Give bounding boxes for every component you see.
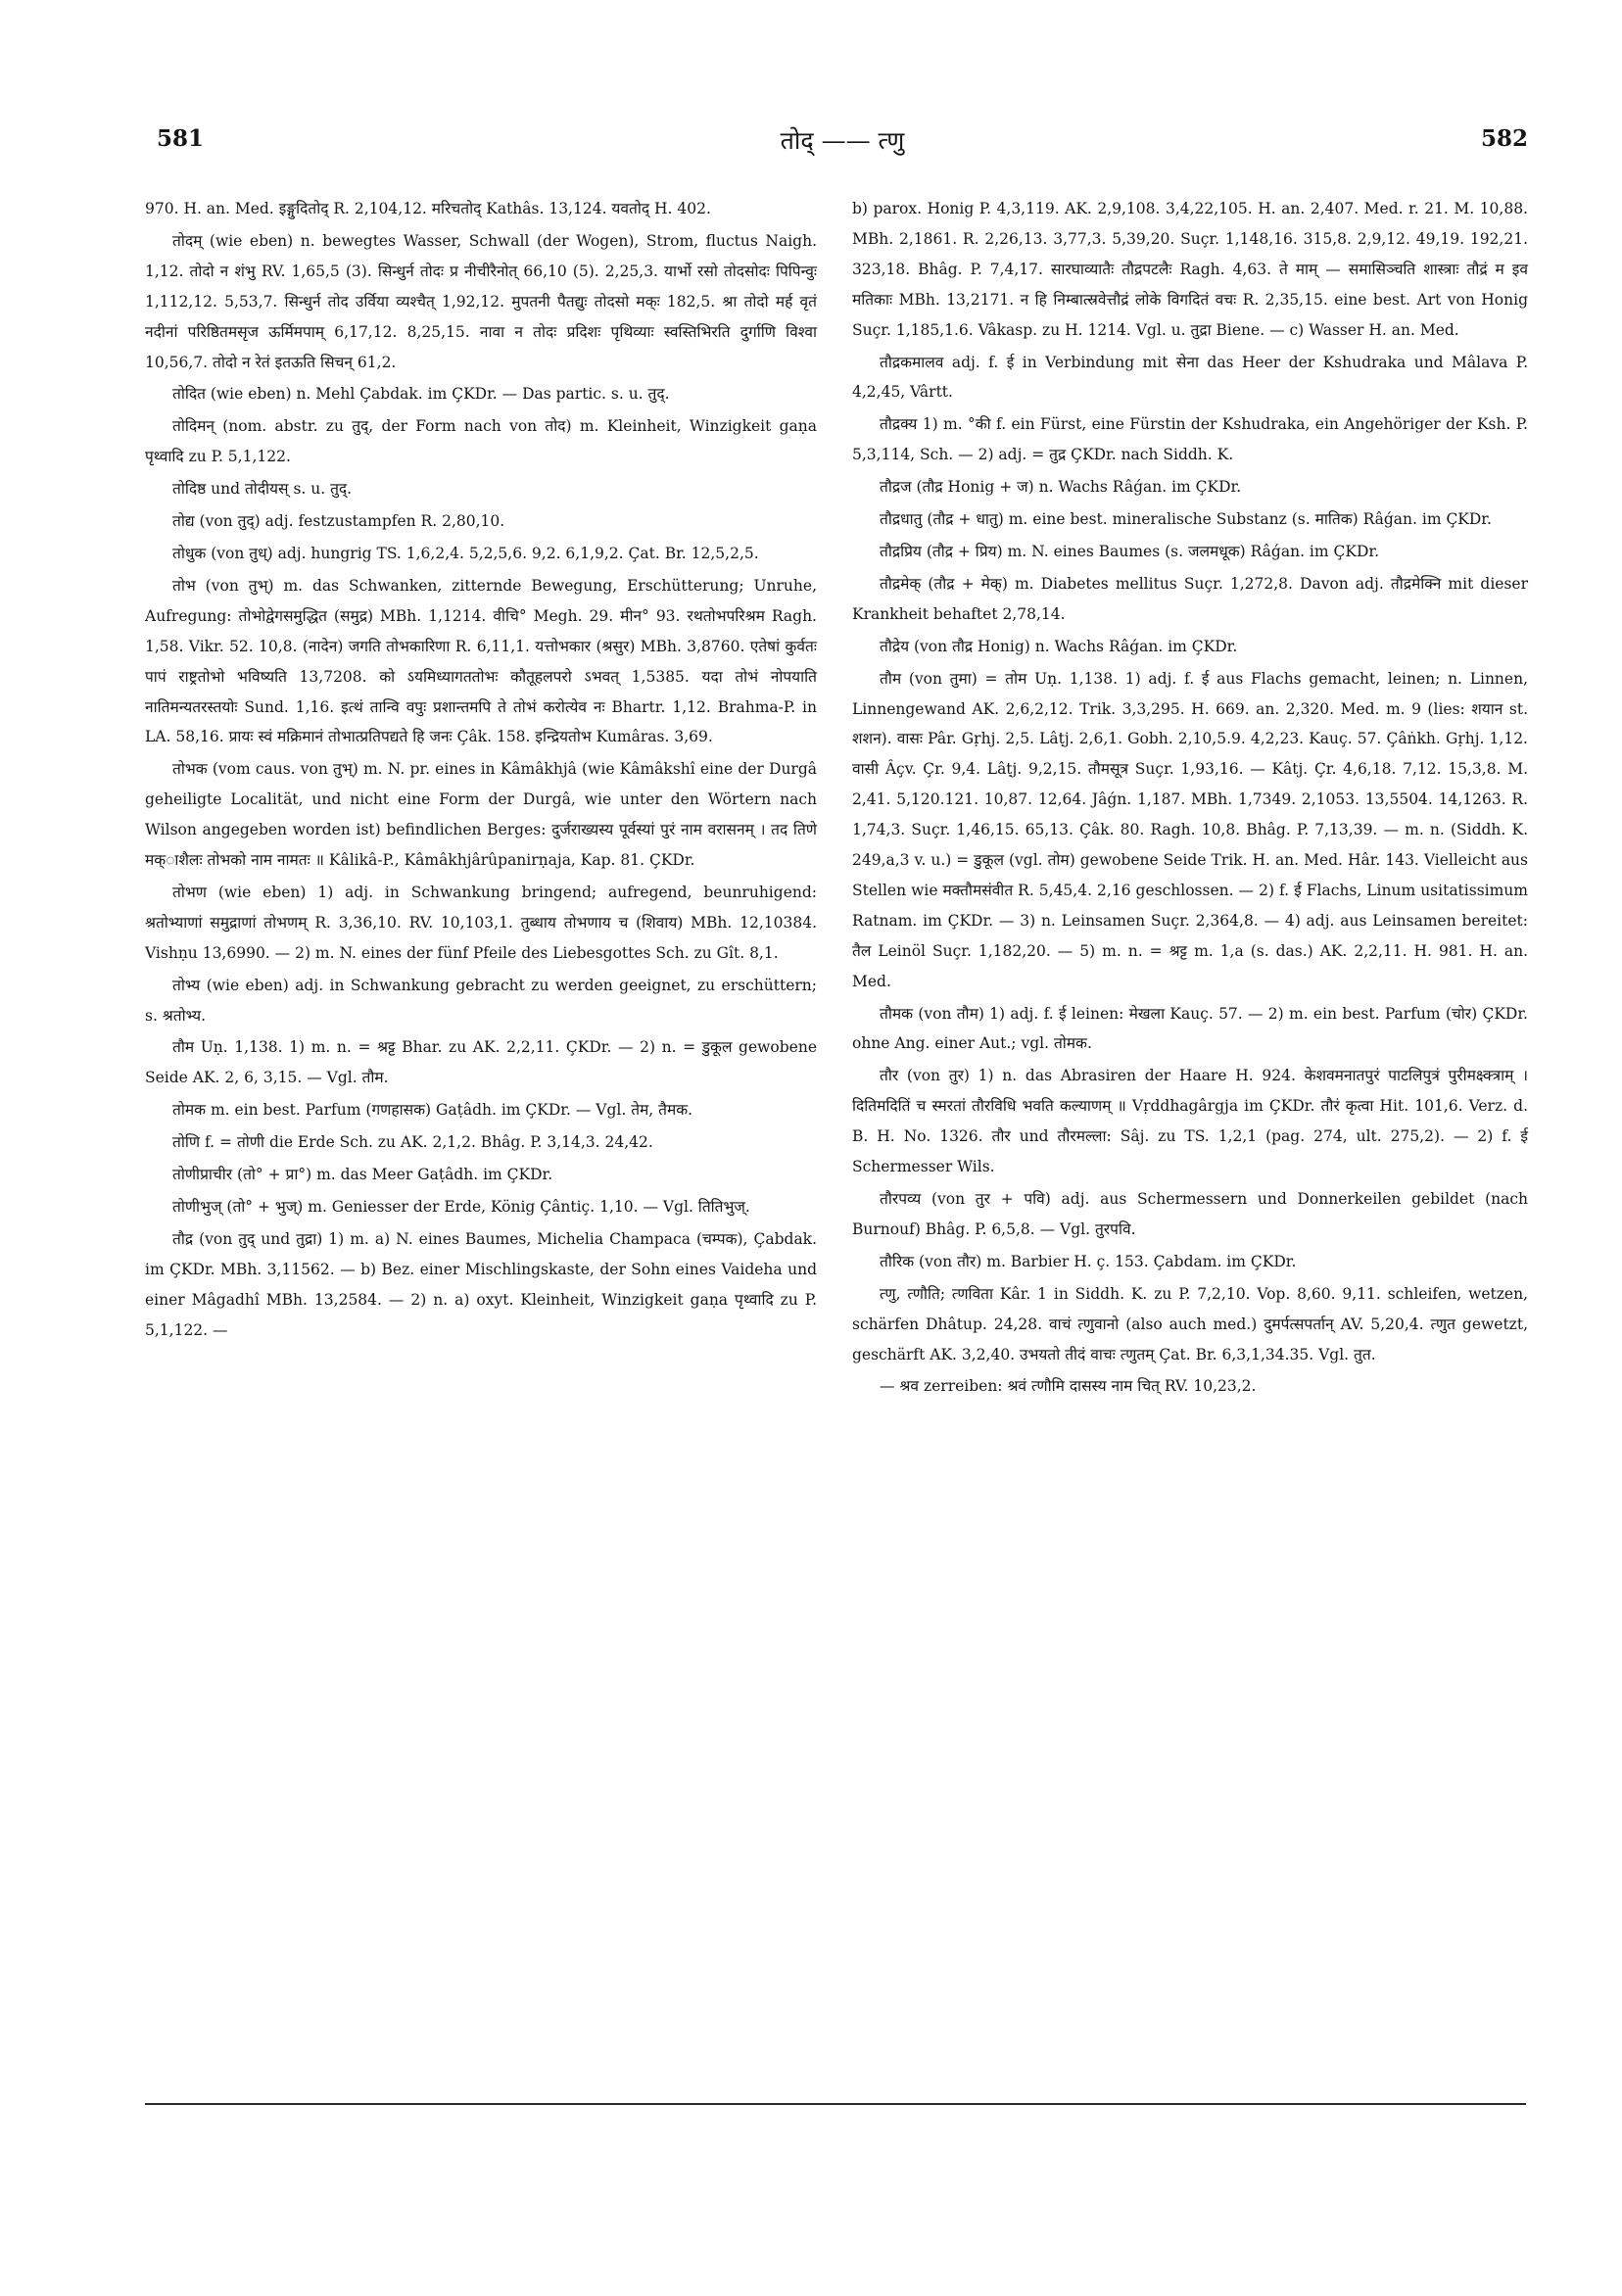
dictionary-entry: तौद्रेय (von तौद्र Honig) n. Wachs Râǵan. im ÇKDr. bbox=[880, 637, 1238, 655]
dictionary-entry: तौद्र (von तुद् und तुद्रा) 1) m. a) N. eines Baumes, Michelia Champaca (चम्पक), Çabdak. im ÇKDr. MBh. 3,11562. — b) Bez. einer Mischlingskaste, der Sohn eines Vaideha und einer Mâgadhî MBh. 13,2584. — 2) n. a) oxyt. Kleinheit, Winzigkeit gaṇa पृथ्वादि zu P. 5,1,122. — bbox=[145, 1229, 817, 1339]
dictionary-entry: तोदिष्ठ und तोदीयस् s. u. तुद्. bbox=[172, 480, 353, 499]
left-column bbox=[145, 194, 817, 1348]
dictionary-entry: तौद्रज (तौद्र Honig + ज) n. Wachs Râǵan. im ÇKDr. bbox=[880, 478, 1242, 497]
dictionary-entry: तौद्रकमालव adj. f. ई in Verbindung mit सेना das Heer der Kshudraka und Mâlava P. 4,2,45, Vârtt. bbox=[852, 353, 1528, 402]
dictionary-entry: तौमक (von तौम) 1) adj. f. ई leinen: मेखला Kauç. 57. — 2) m. ein best. Parfum (चोर) ÇKDr. ohne Ang. einer Aut.; vgl. तोमक. bbox=[852, 1004, 1528, 1053]
dictionary-entry: 970. H. an. Med. इङ्गुदितोद् R. 2,104,12. मरिचतोद् Kathâs. 13,124. यवतोद् H. 402. bbox=[145, 200, 711, 217]
dictionary-entry: तोणीप्राचीर (तो° + प्रा°) m. das Meer Gaṭâdh. im ÇKDr. bbox=[172, 1166, 553, 1184]
right-column bbox=[852, 194, 1528, 1404]
dictionary-entry: तौम Uṇ. 1,138. 1) m. n. = श्रट्ट Bhar. zu AK. 2,2,11. ÇKDr. — 2) n. = डुकूल gewobene Seide AK. 2, 6, 3,15. — Vgl. तौम. bbox=[145, 1038, 817, 1087]
dictionary-entry: तोभक (vom caus. von तुभ्) m. N. pr. eines in Kâmâkhjâ (wie Kâmâkshî eine der Durgâ geheiligte Localität, und nicht eine Form der Durgâ, wie unter den Wörtern nach Wilson angegeben worden ist) befindlichen Berges: दुर्जराख्यस्य पूर्वस्यां पुरं नाम वरासनम् । तद तिणे मक्ाशैलः तोभको नाम नामतः ॥ Kâlikâ-P., Kâmâkhjârûpanirṇaja, Kap. 81. ÇKDr. bbox=[145, 760, 817, 870]
dictionary-entry: — श्रव zerreiben: श्रवं त्णौमि दासस्य नाम चित् RV. 10,23,2. bbox=[880, 1377, 1257, 1396]
footer-rule bbox=[145, 2103, 1526, 2105]
dictionary-entry: तौद्रमेक् (तौद्र + मेक्) m. Diabetes mellitus Suçr. 1,272,8. Davon adj. तौद्रमेक्नि mit dieser Krankheit behaftet 2,78,14. bbox=[852, 574, 1528, 623]
dictionary-entry: तोद्य (von तुद्) adj. festzustampfen R. 2,80,10. bbox=[172, 512, 505, 531]
dictionary-entry: तोभण (wie eben) 1) adj. in Schwankung bringend; aufregend, beunruhigend: श्रतोभ्याणां समुद्राणां तोभणम् R. 3,36,10. RV. 10,103,1. तुब्धाय तोभणाय च (शिवाय) MBh. 12,10384. Vishṇu 13,6990. — 2) m. N. eines der fünf Pfeile des Liebesgottes Sch. zu Gît. 8,1. bbox=[145, 883, 817, 962]
dictionary-entry: तोधुक (von तुध्) adj. hungrig TS. 1,6,2,4. 5,2,5,6. 9,2. 6,1,9,2. Çat. Br. 12,5,2,5. bbox=[172, 544, 759, 562]
dictionary-entry: तौद्रधातु (तौद्र + धातु) m. eine best. mineralische Substanz (s. मातिक) Râǵan. im ÇKDr. bbox=[880, 510, 1492, 529]
dictionary-entry: तोदित (wie eben) n. Mehl Çabdak. im ÇKDr. — Das partic. s. u. तुद्. bbox=[172, 385, 670, 404]
dictionary-entry: तोदम् (wie eben) n. bewegtes Wasser, Schwall (der Wogen), Strom, fluctus Naigh. 1,12. तोदो न शंभु RV. 1,65,5 (3). सिन्धुर्न तोदः प्र नीचीरैनोत् 66,10 (5). 2,25,3. यार्भो रसो तोदसोदः पिपिन्वुः 1,112,12. 5,53,7. सिन्धुर्न तोद उर्विया व्यश्चैत् 1,92,12. मुपतनी पैतद्युः तोदसो मक्ः 182,5. श्रा तोदो मर्ह वृतं नदीनां परिष्ठितमसृज ऊर्मिमपाम् 6,17,12. 8,25,15. नावा न तोदः प्रदिशः पृथिव्याः स्वस्तिभिरति दुर्गाणि विश्वा 10,56,7. तोदो न रेतं इतऊति सिचन् 61,2. bbox=[145, 231, 817, 371]
dictionary-entry: त्णु, त्णौति; त्णविता Kâr. 1 in Siddh. K. zu P. 7,2,10. Vop. 8,60. 9,11. schleifen, wetzen, schärfen Dhâtup. 24,28. वाचं त्णुवानो (also auch med.) दुमर्पत्सपर्तान् AV. 5,20,4. त्णुत gewetzt, geschärft AK. 3,2,40. उभयतो तीदं वाचः त्णुतम् Çat. Br. 6,3,1,34.35. Vgl. तुत. bbox=[852, 1284, 1528, 1363]
dictionary-entry: तौरपव्य (von तुर + पवि) adj. aus Schermessern und Donnerkeilen gebildet (nach Burnouf) Bhâg. P. 6,5,8. — Vgl. तुरपवि. bbox=[852, 1190, 1528, 1238]
dictionary-entry: तौद्रप्रिय (तौद्र + प्रिय) m. N. eines Baumes (s. जलमधूक) Râǵan. im ÇKDr. bbox=[880, 542, 1380, 560]
running-headword: तोद् —— त्णु bbox=[780, 126, 905, 155]
dictionary-entry: तोमक m. ein best. Parfum (गणहासक) Gaṭâdh. im ÇKDr. — Vgl. तेम, तैमक. bbox=[172, 1101, 693, 1120]
dictionary-entry: b) parox. Honig P. 4,3,119. AK. 2,9,108. 3,4,22,105. H. an. 2,407. Med. r. 21. M. 10,88. MBh. 2,1861. R. 2,26,13. 3,77,3. 5,39,20. Suçr. 1,148,16. 315,8. 2,9,12. 49,19. 192,21. 323,18. Bhâg. P. 7,4,17. सारघाव्यातैः तौद्रपटलैः Ragh. 4,63. ते माम् — समासिञ्चति शास्त्राः तौद्रं म इव मतिकाः MBh. 13,2171. न हि निम्बात्स्रवेत्तौद्रं लोके विगदितं वचः R. 2,35,15. eine best. Art von Honig Suçr. 1,185,1.6. Vâkasp. zu H. 1214. Vgl. u. तुद्रा Biene. — c) Wasser H. an. Med. bbox=[852, 200, 1528, 339]
dictionary-entry: तोभ्य (wie eben) adj. in Schwankung gebracht zu werden geeignet, zu erschüttern; s. श्रतोभ्य. bbox=[145, 976, 817, 1025]
dictionary-entry: तोभ (von तुभ्) m. das Schwanken, zitternde Bewegung, Erschütterung; Unruhe, Aufregung: तोभोद्वेगसमुद्धित (समुद्र) MBh. 1,1214. वीचि° Megh. 29. मीन° 93. रथतोभपरिश्रम Ragh. 1,58. Vikr. 52. 10,8. (नादेन) जगति तोभकारिणा R. 6,11,1. यत्तोभकार (श्रसुर) MBh. 3,8760. एतेषां कुर्वतः पापं राष्ट्रतोभो भविष्यति 13,7208. को ऽयमिध्यागततोभः कौतूहलपरो ऽभवत् 1,5385. यदा तोभं नोपयाति नातिमन्यतरस्तयोः Sund. 1,16. इत्थं तान्वि वपुः प्रशान्तमपि ते तोभं करोत्येव नः Bhartr. 1,12. Brahma-P. in LA. 58,16. प्रायः स्वं मक्रिमानं तोभात्प्रतिपद्यते हि जनः Çâk. 158. इन्द्रियतोभ Kumâras. 3,69. bbox=[145, 576, 817, 746]
page-header bbox=[157, 125, 1528, 165]
dictionary-entry: तोणीभुज् (तो° + भुज्) m. Geniesser der Erde, König Çântiç. 1,10. — Vgl. तितिभुज्. bbox=[172, 1198, 750, 1216]
dictionary-entry: तौरिक (von तौर) m. Barbier H. ç. 153. Çabdam. im ÇKDr. bbox=[880, 1252, 1297, 1270]
page-number-left: 581 bbox=[157, 125, 205, 152]
dictionary-entry: तोदिमन् (nom. abstr. zu तुद्, der Form nach von तोद) m. Kleinheit, Winzigkeit gaṇa पृथ्वादि zu P. 5,1,122. bbox=[145, 417, 817, 466]
dictionary-entry: तौद्रक्य 1) m. °की f. ein Fürst, eine Fürstin der Kshudraka, ein Angehöriger der Ksh. P. 5,3,114, Sch. — 2) adj. = तुद्र ÇKDr. nach Siddh. K. bbox=[852, 415, 1528, 464]
dictionary-entry: तौर (von तुर) 1) n. das Abrasiren der Haare H. 924. केशवमनातपुरं पाटलिपुत्रं पुरीमक्ष्क्त्राम् । दितिमदितिं च स्मरतां तौरविधि भवति कल्याणम् ॥ Vṛddhagârgja im ÇKDr. तौरं कृत्वा Hit. 101,6. Verz. d. B. H. No. 1326. तौर und तौरमल्ला: Sâj. zu TS. 1,2,1 (pag. 274, ult. 275,2). — 2) f. ई Schermesser Wils. bbox=[852, 1067, 1528, 1176]
dictionary-entry: तोणि f. = तोणी die Erde Sch. zu AK. 2,1,2. Bhâg. P. 3,14,3. 24,42. bbox=[172, 1133, 653, 1152]
page-number-right: 582 bbox=[1480, 125, 1528, 152]
dictionary-entry: तौम (von तुमा) = तोम Uṇ. 1,138. 1) adj. f. ई aus Flachs gemacht, leinen; n. Linnen, Linnengewand AK. 2,6,2,12. Trik. 3,3,295. H. 669. an. 2,320. Med. m. 9 (lies: शयान st. शशन). वासः Pâr. Gṛhj. 2,5. Lâṭj. 2,6,1. Gobh. 2,10,5.9. 4,2,23. Kauç. 57. Çâṅkh. Gṛhj. 1,12. वासी Âçv. Çr. 9,4. Lâṭj. 9,2,15. तौमसूत्र Suçr. 1,93,16. — Kâtj. Çr. 4,6,18. 7,12. 15,3,8. M. 2,41. 5,120.121. 10,87. 12,64. Jâǵn. 1,187. MBh. 1,7349. 2,1053. 13,5504. 14,1263. R. 1,74,3. Suçr. 1,46,15. 65,13. Çâk. 80. Ragh. 10,8. Bhâg. P. 7,13,39. — m. n. (Siddh. K. 249,a,3 v. u.) = डुकूल (vgl. तोम) gewobene Seide Trik. H. an. Med. Hâr. 143. Vielleicht aus Stellen wie मक्तौमसंवीत R. 5,45,4. 2,16 geschlossen. — 2) f. ई Flachs, Linum usitatissimum Ratnam. im ÇKDr. — 3) n. Leinsamen Suçr. 2,364,8. — 4) adj. aus Leinsamen bereitet: तैल Leinöl Suçr. 1,182,20. — 5) m. n. = श्रट्ट m. 1,a (s. das.) AK. 2,2,11. H. 981. H. an. Med. bbox=[852, 669, 1528, 990]
